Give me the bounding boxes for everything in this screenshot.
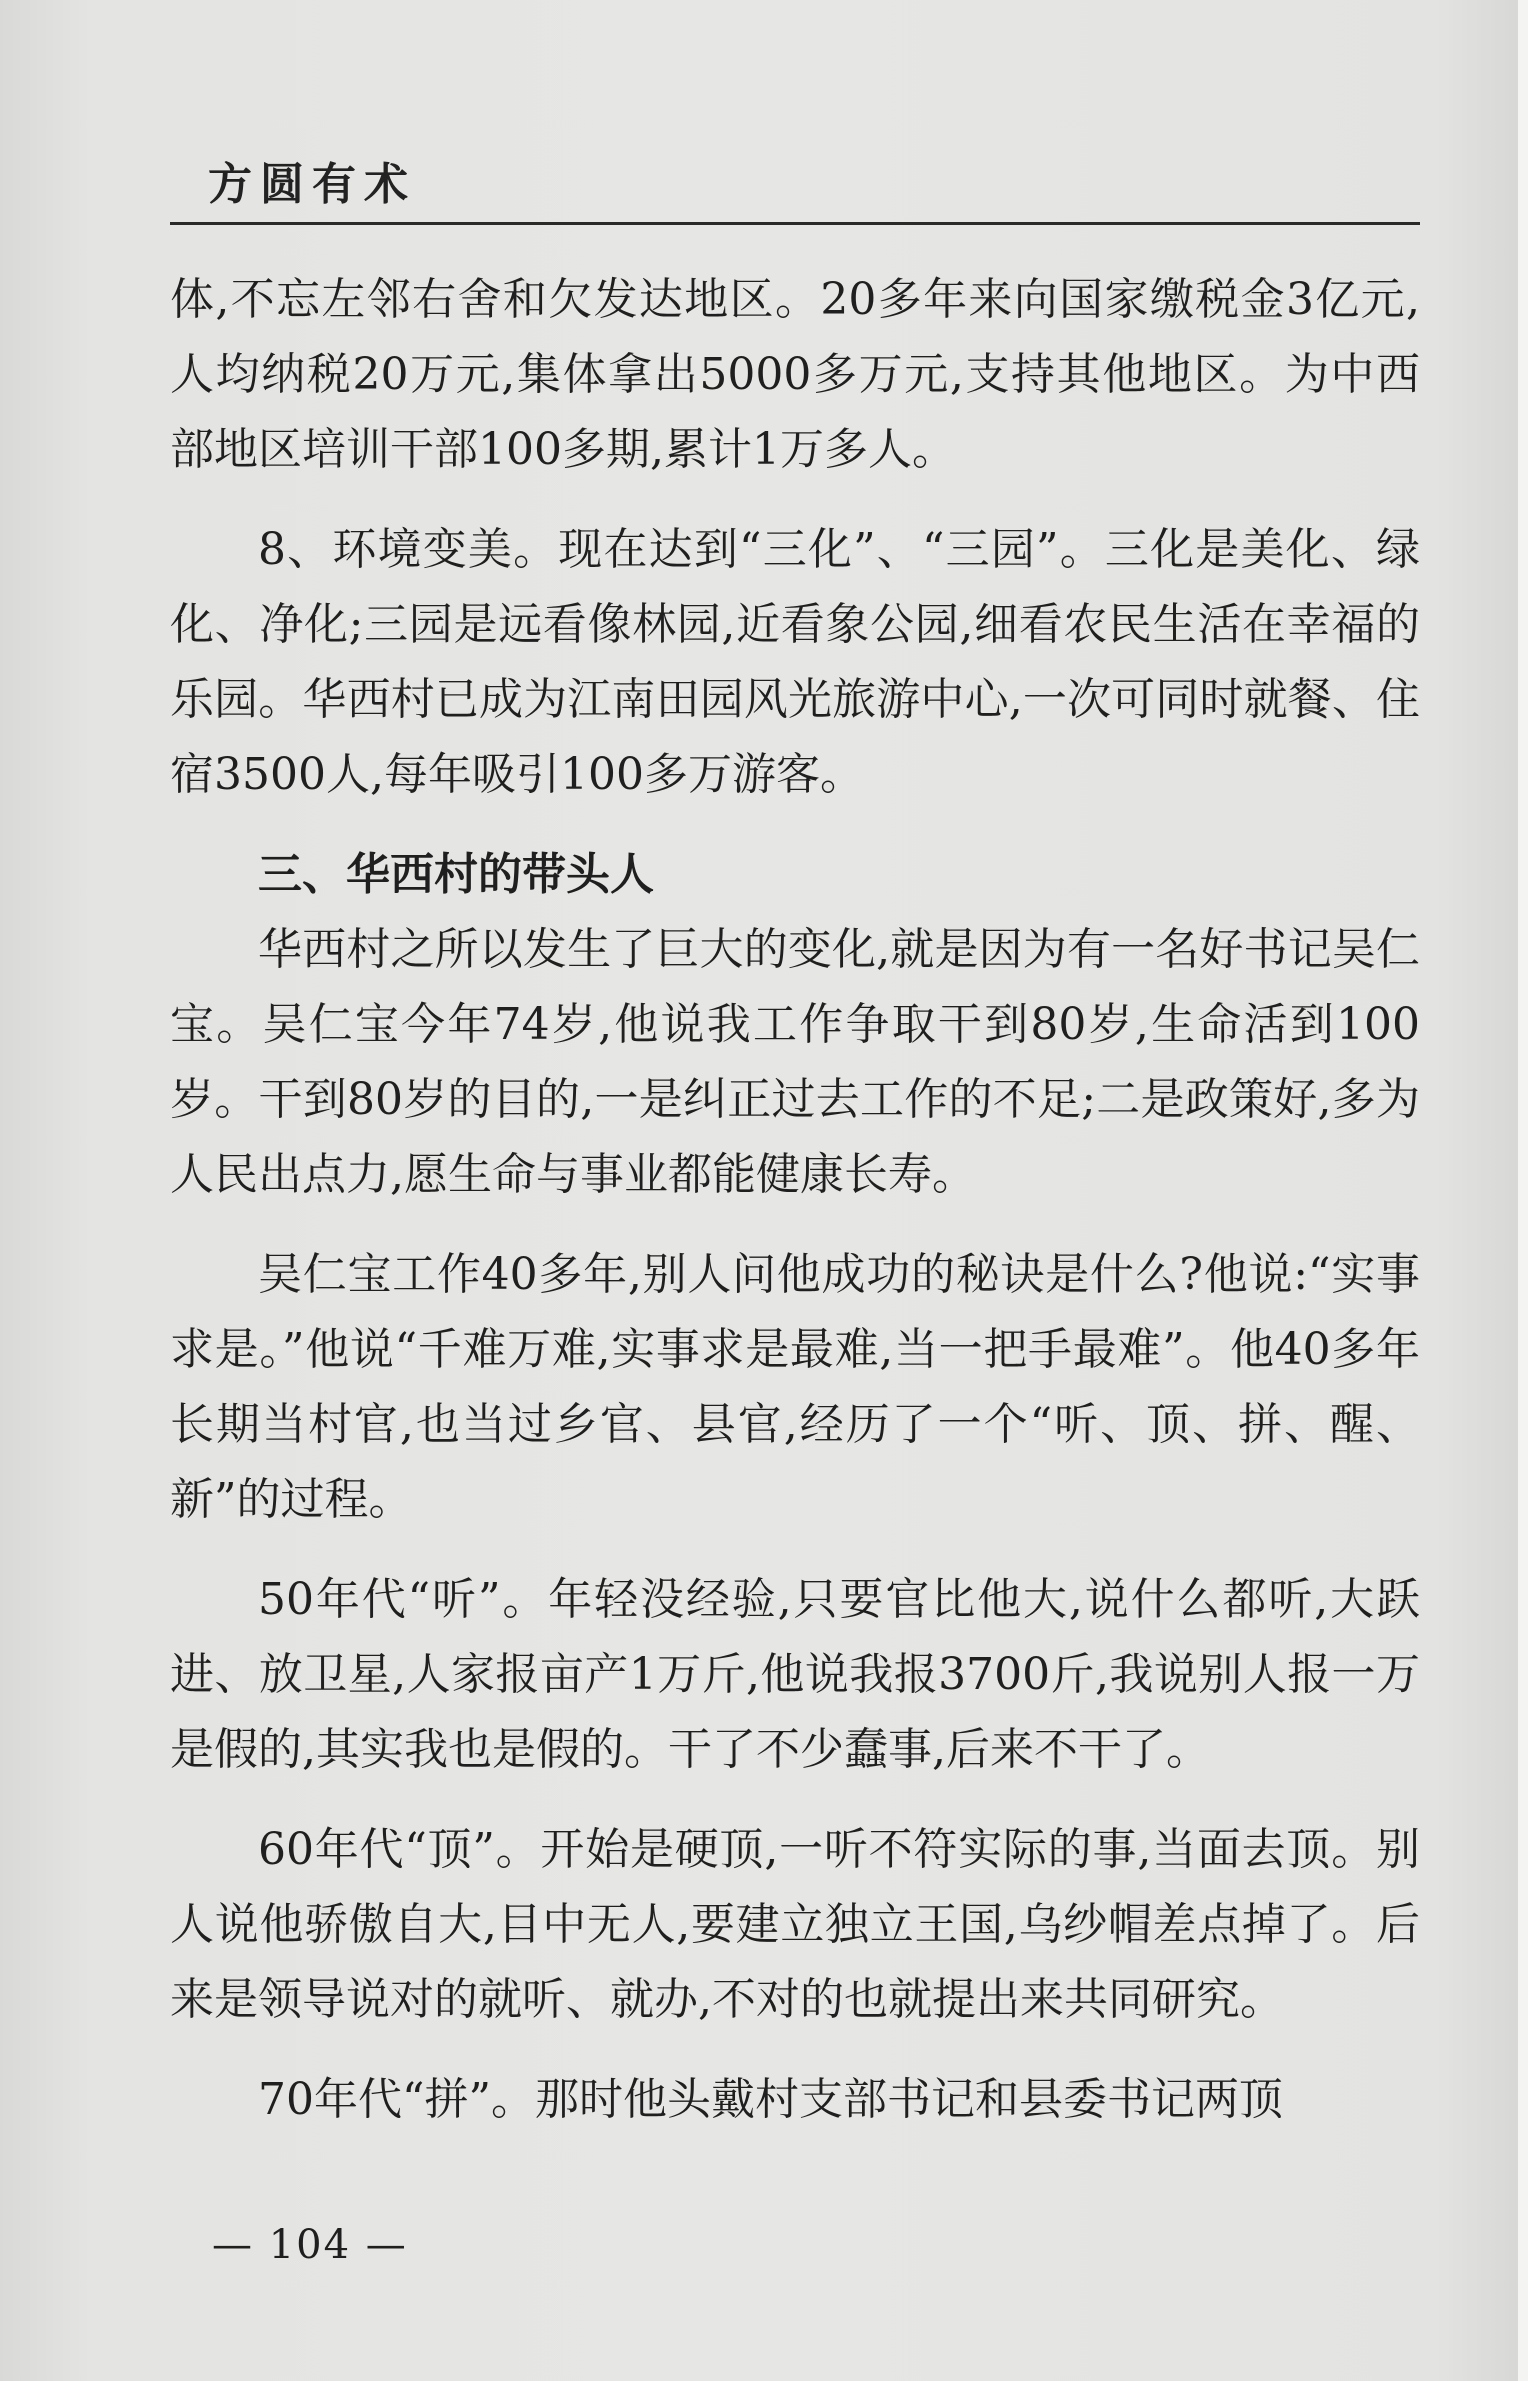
paragraph-secret: 吴仁宝工作40多年,别人问他成功的秘诀是什么?他说:“实事求是。”他说“千难万难,实事求是最难,当一把手最难”。他40多年长期当村官,也当过乡官、县官,经历了一个“听、顶、拼、醒、新”的过程。 (170, 1249, 1420, 1525)
page-number: — 104 — (212, 2222, 408, 2268)
paragraph-1960s: 60年代“顶”。开始是硬顶,一听不符实际的事,当面去顶。别人说他骄傲自大,目中无人,要建立独立王国,乌纱帽差点掉了。后来是领导说对的就听、就办,不对的也就提出来共同研究。 (170, 1824, 1420, 2025)
header-divider (170, 222, 1420, 225)
running-header: 方圆有术 (208, 159, 416, 210)
page-edge (1518, 0, 1528, 2381)
paragraph-1970s: 70年代“拼”。那时他头戴村支部书记和县委书记两顶 (258, 2074, 1283, 2125)
paragraph-continuation: 体,不忘左邻右舍和欠发达地区。20多年来向国家缴税金3亿元,人均纳税20万元,集体拿出5000多万元,支持其他地区。为中西部地区培训干部100多期,累计1万多人。 (170, 274, 1420, 475)
body-text (170, 262, 1420, 2137)
paragraph-leader: 华西村之所以发生了巨大的变化,就是因为有一名好书记吴仁宝。吴仁宝今年74岁,他说我工作争取干到80岁,生命活到100岁。干到80岁的目的,一是纠正过去工作的不足;二是政策好,多为人民出点力,愿生命与事业都能健康长寿。 (170, 924, 1420, 1200)
paragraph-environment: 8、环境变美。现在达到“三化”、“三园”。三化是美化、绿化、净化;三园是远看像林园,近看象公园,细看农民生活在幸福的乐园。华西村已成为江南田园风光旅游中心,一次可同时就餐、住宿3500人,每年吸引100多万游客。 (170, 524, 1420, 800)
section-heading: 三、华西村的带头人 (258, 849, 654, 900)
paragraph-1950s: 50年代“听”。年轻没经验,只要官比他大,说什么都听,大跃进、放卫星,人家报亩产1万斤,他说我报3700斤,我说别人报一万是假的,其实我也是假的。干了不少蠢事,后来不干了。 (170, 1574, 1420, 1775)
